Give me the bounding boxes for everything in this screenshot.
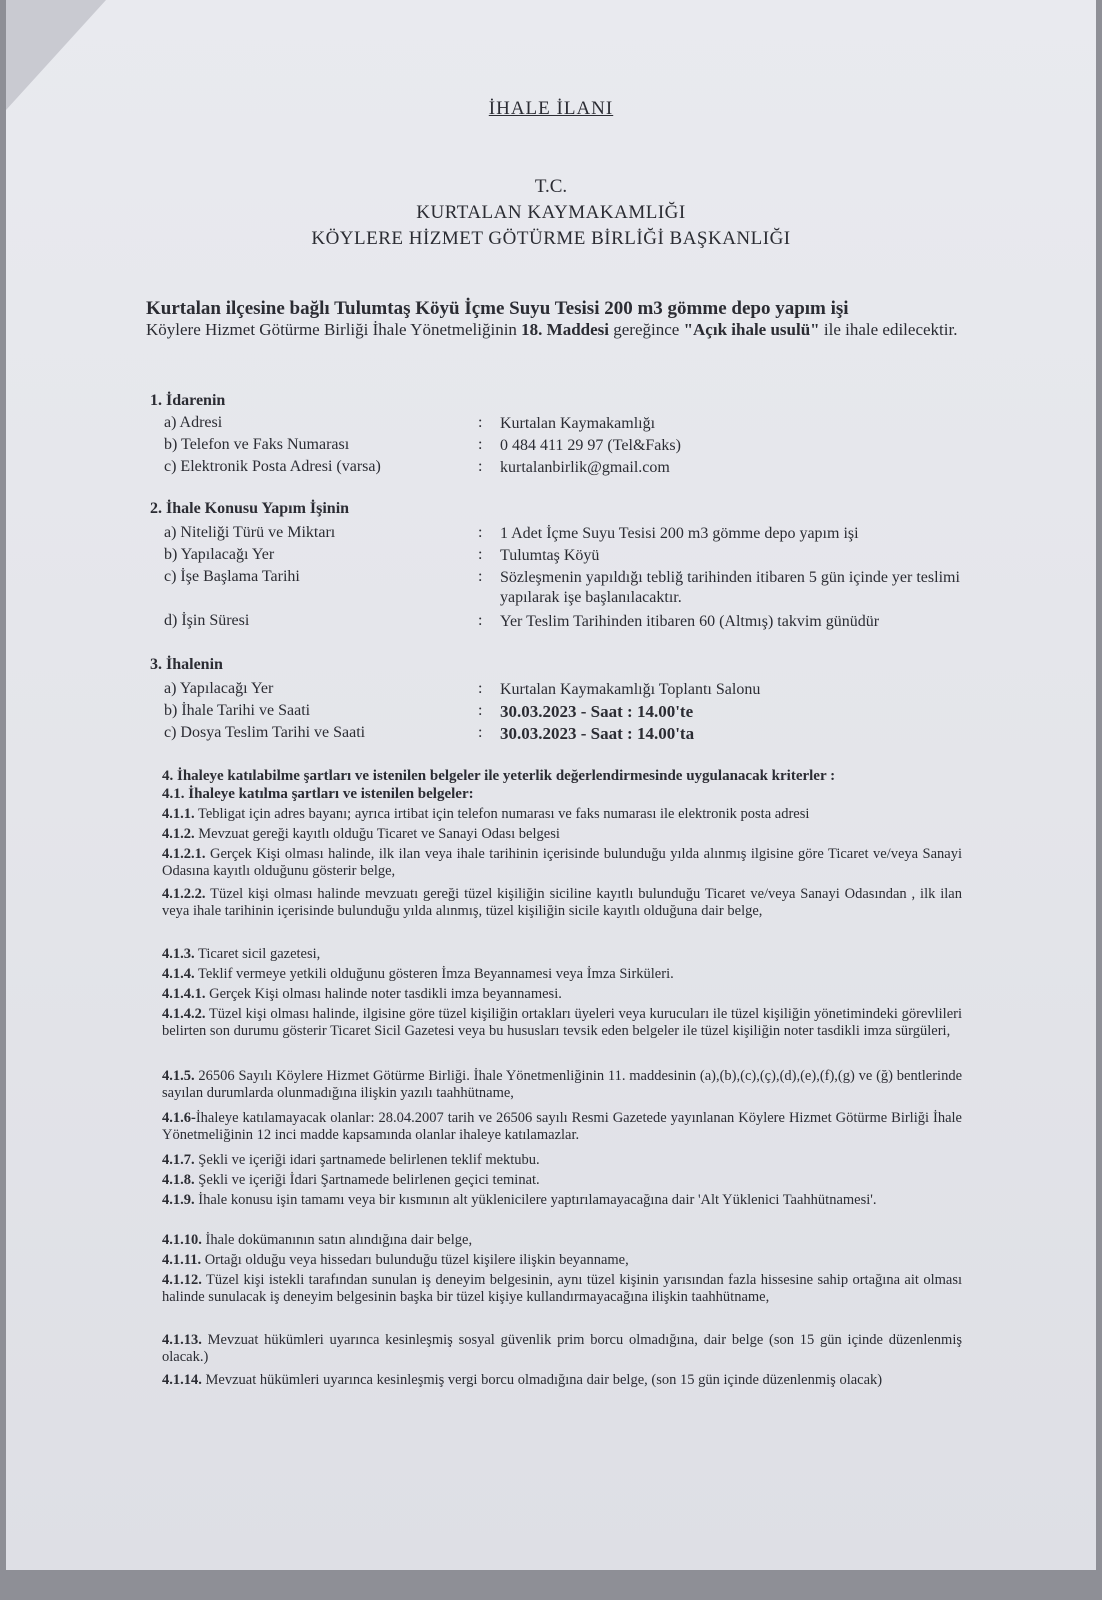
item-number: 4.1.5.: [162, 1068, 195, 1084]
row-label: b) Telefon ve Faks Numarası: [164, 436, 350, 453]
criteria-item: [162, 826, 962, 843]
item-number: 4.1.2.: [162, 826, 195, 842]
intro-text-c: gereğince: [613, 320, 680, 339]
criteria-item: [162, 1372, 962, 1389]
row-label: b) İhale Tarihi ve Saati: [164, 702, 311, 719]
item-number: 4.1.12.: [162, 1272, 202, 1288]
row-label: c) İşe Başlama Tarihi: [164, 568, 300, 585]
criteria-item: [162, 846, 962, 880]
criteria-item: [162, 986, 962, 1003]
item-text: Ticaret sicil gazetesi,: [198, 946, 321, 962]
item-text: Mevzuat hükümleri uyarınca kesinleşmiş vergi borcu olmadığına dair belge, (son 15 gün içinde düzenlenmiş olacak): [205, 1372, 883, 1388]
row-value: 30.03.2023 - Saat : 14.00'ta: [500, 724, 695, 743]
item-text: Mevzuat hükümleri uyarınca kesinleşmiş sosyal güvenlik prim borcu olmadığına, dair belge (son 15 gün içinde düzenlenmiş olacak.): [162, 1332, 963, 1365]
section-1-row: [164, 414, 994, 436]
item-text: İhale dokümanının satın alındığına dair belge,: [205, 1232, 473, 1248]
criteria-item: [162, 1006, 962, 1040]
section-1-row: [164, 458, 994, 480]
row-label: c) Elektronik Posta Adresi (varsa): [164, 458, 381, 475]
row-value: Kurtalan Kaymakamlığı: [500, 415, 656, 432]
section-2-title: 2. İhale Konusu Yapım İşinin: [150, 500, 350, 517]
section-1-title: 1. İdarenin: [150, 392, 226, 409]
document-title: İHALE İLANI: [488, 98, 614, 119]
item-text: Tebligat için adres bayanı; ayrıca irtibat için telefon numarası ve faks numarası ile elektronik posta adresi: [198, 806, 810, 822]
criteria-item: [162, 886, 962, 920]
item-text: Gerçek Kişi olması halinde, ilk ilan veya ihale tarihinin içerisinde bulunduğu yılda alınmış ilgisine göre Ticaret ve/veya Sanayi Odasına kayıtlı olduğunu gösterir belge,: [162, 846, 962, 879]
item-text: Şekli ve içeriği İdari Şartnamede belirlenen geçici teminat.: [198, 1172, 540, 1188]
criteria-item: [162, 1252, 962, 1269]
row-colon: :: [478, 612, 483, 629]
row-value: Sözleşmenin yapıldığı tebliğ tarihinden itibaren 5 gün içinde yer teslimi yapılarak işe başlanılacaktır.: [500, 569, 960, 606]
item-number: 4.1.14.: [162, 1372, 202, 1388]
intro-text-e: ile ihale edilecektir.: [823, 320, 958, 339]
row-value: Tulumtaş Köyü: [500, 547, 600, 564]
section-3-row: [164, 724, 994, 746]
section-1-row: [164, 436, 994, 458]
criteria-item: [162, 966, 962, 983]
item-number: 4.1.7.: [162, 1152, 195, 1168]
row-value: kurtalanbirlik@gmail.com: [500, 459, 670, 476]
section-2-row: [164, 568, 994, 606]
item-number: 4.1.9.: [162, 1192, 195, 1208]
row-label: a) Adresi: [164, 414, 223, 431]
section-3-row: [164, 702, 994, 724]
section-2-row: [164, 546, 994, 568]
row-colon: :: [478, 414, 483, 431]
item-number: 4.1.10.: [162, 1232, 202, 1248]
row-colon: :: [478, 458, 483, 475]
section-4-subtitle: 4.1. İhaleye katılma şartları ve istenilen belgeler:: [162, 786, 474, 802]
row-label: a) Niteliği Türü ve Miktarı: [164, 524, 336, 541]
row-colon: :: [478, 724, 483, 741]
item-text: Gerçek Kişi olması halinde noter tasdikli imza beyannamesi.: [209, 986, 562, 1002]
row-value: 0 484 411 29 97 (Tel&Faks): [500, 437, 681, 454]
criteria-item: [162, 1272, 962, 1306]
row-label: c) Dosya Teslim Tarihi ve Saati: [164, 724, 366, 741]
item-number: 4.1.13.: [162, 1332, 202, 1348]
item-text: Teklif vermeye yetkili olduğunu gösteren İmza Beyannamesi veya İmza Sirküleri.: [198, 966, 674, 982]
row-colon: :: [478, 568, 483, 585]
item-text: Tüzel kişi olması halinde mevzuatı gereği tüzel kişiliğin siciline kayıtlı bulunduğu Ticaret ve/veya Sanayi Odasından , ilk ilan veya ihale tarihinin içerisinde bulunduğu yılda alınmış, tüzel kişiliğin sicile kayıtlı olduğuna dair belge,: [162, 886, 962, 919]
item-text: Tüzel kişi istekli tarafından sunulan iş deneyim belgesinin, aynı tüzel kişinin yarısından fazla hissesine sahip ortağına ait olması halinde sunulacak iş deneyim belgesinin başka bir tüzel kişiye kullandırmayacağına ilişkin taahhütname,: [162, 1272, 962, 1305]
criteria-item: [162, 1232, 962, 1249]
row-value: 1 Adet İçme Suyu Tesisi 200 m3 gömme depo yapım işi: [500, 525, 859, 542]
criteria-item: [162, 1110, 962, 1144]
item-text: İhale konusu işin tamamı veya bir kısmının alt yüklenicilere yaptırılamayacağına dair 'Alt Yüklenici Taahhütnamesi'.: [198, 1192, 877, 1208]
item-number: 4.1.1.: [162, 806, 195, 822]
row-label: a) Yapılacağı Yer: [164, 680, 274, 697]
section-2-row: [164, 612, 994, 634]
item-number: 4.1.6-: [162, 1110, 196, 1126]
criteria-item: [162, 946, 962, 963]
birlik-heading: KÖYLERE HİZMET GÖTÜRME BİRLİĞİ BAŞKANLIĞI: [311, 228, 791, 249]
item-text: Tüzel kişi olması halinde, ilgisine göre tüzel kişiliğin ortakları üyeleri veya kurucuları ile tüzel kişiliğin yönetimindeki görevlileri belirten son durumu gösterir Ticaret Sicil Gazetesi veya bu hususları tevsik eden belgeler ile tüzel kişiliğin noter tasdikli imza sürgüleri,: [162, 1006, 962, 1039]
intro-subject: Kurtalan ilçesine bağlı Tulumtaş Köyü İçme Suyu Tesisi 200 m3 gömme depo yapım işi: [146, 298, 849, 319]
section-2-row: [164, 524, 994, 546]
row-colon: :: [478, 702, 483, 719]
item-number: 4.1.11.: [162, 1252, 202, 1268]
item-number: 4.1.4.: [162, 966, 195, 982]
section-3-title: 3. İhalenin: [150, 656, 223, 673]
criteria-item: [162, 1192, 962, 1209]
row-value: 30.03.2023 - Saat : 14.00'te: [500, 702, 694, 721]
criteria-item: [162, 1332, 962, 1366]
row-label: b) Yapılacağı Yer: [164, 546, 275, 563]
row-label: d) İşin Süresi: [164, 612, 250, 629]
item-number: 4.1.4.1.: [162, 986, 206, 1002]
row-value: Yer Teslim Tarihinden itibaren 60 (Altmış) takvim günüdür: [500, 613, 880, 630]
row-colon: :: [478, 524, 483, 541]
row-colon: :: [478, 546, 483, 563]
item-text: Şekli ve içeriği idari şartnamede belirlenen teklif mektubu.: [198, 1152, 540, 1168]
item-text: Ortağı olduğu veya hissedarı bulunduğu tüzel kişilere ilişkin beyanname,: [204, 1252, 629, 1268]
tc-heading: T.C.: [534, 176, 568, 197]
intro-text-b: 18. Maddesi: [521, 320, 610, 339]
intro-text-d: "Açık ihale usulü": [683, 320, 820, 339]
item-number: 4.1.8.: [162, 1172, 195, 1188]
item-text: İhaleye katılamayacak olanlar: 28.04.2007 tarih ve 26506 sayılı Resmi Gazetede yayınlanan Köylere Hizmet Götürme Birliği İhale Yönetmeliğinin 12 inci madde kapsamında olanlar ihaleye katılamazlar.: [162, 1110, 962, 1143]
section-4-title: 4. İhaleye katılabilme şartları ve istenilen belgeler ile yeterlik değerlendirmesinde uygulanacak kriterler :: [162, 768, 836, 784]
item-text: 26506 Sayılı Köylere Hizmet Götürme Birliği. İhale Yönetmenliğinin 11. maddesinin (a),(b),(c),(ç),(d),(e),(f),(g) ve (ğ) bentlerinde sayılan durumlarda olunmadığına ilişkin yazılı taahhütname,: [162, 1068, 963, 1101]
item-number: 4.1.2.1.: [162, 846, 206, 862]
section-3-row: [164, 680, 994, 702]
item-number: 4.1.2.2.: [162, 886, 206, 902]
row-colon: :: [478, 680, 483, 697]
criteria-item: [162, 1068, 962, 1102]
row-colon: :: [478, 436, 483, 453]
row-value: Kurtalan Kaymakamlığı Toplantı Salonu: [500, 681, 761, 698]
intro-text-a: Köylere Hizmet Götürme Birliği İhale Yönetmeliğinin: [146, 320, 517, 339]
item-text: Mevzuat gereği kayıtlı olduğu Ticaret ve Sanayi Odası belgesi: [198, 826, 560, 842]
intro-paragraph: [146, 298, 986, 340]
criteria-item: [162, 806, 962, 823]
item-number: 4.1.3.: [162, 946, 195, 962]
kaymakamlik-heading: KURTALAN KAYMAKAMLIĞI: [416, 202, 686, 223]
folded-corner: [6, 0, 106, 110]
criteria-item: [162, 1152, 962, 1169]
criteria-item: [162, 1172, 962, 1189]
intro-body: [146, 319, 986, 340]
item-number: 4.1.4.2.: [162, 1006, 206, 1022]
